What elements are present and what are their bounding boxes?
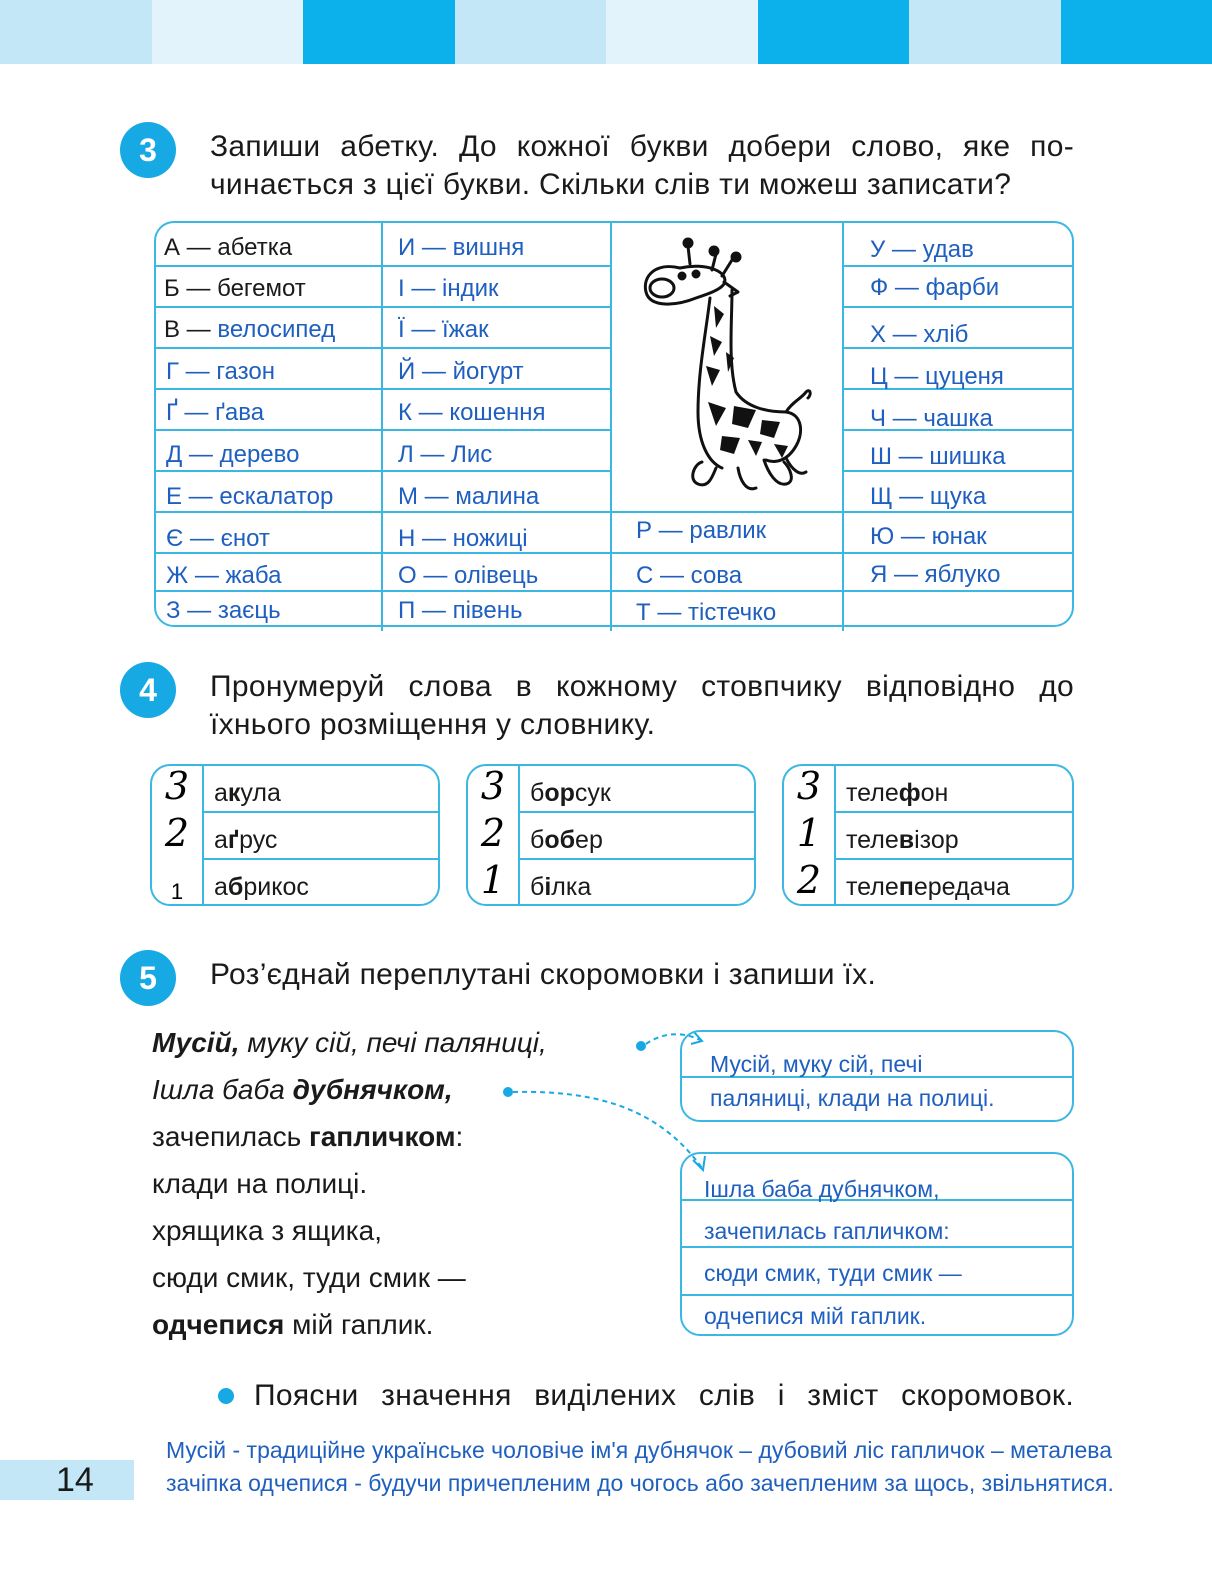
- answer2-line2: зачепилась гапличком:: [704, 1218, 950, 1244]
- order-number: 2: [164, 811, 190, 855]
- alphabet-entry: У — удав: [870, 236, 974, 263]
- bullet-icon: [218, 1388, 234, 1404]
- alphabet-entry: А — абетка: [164, 234, 293, 261]
- task4-line1: Пронумеруй слова в кожному стовпчику відповідно до: [210, 670, 1074, 703]
- bold-word: одчепися: [152, 1309, 285, 1340]
- tongue-twister-line: хрящика з ящика,: [152, 1215, 382, 1246]
- page-number-tab: [0, 1460, 134, 1500]
- alphabet-entry: Ц — цуценя: [870, 363, 1004, 390]
- task5-title: Роз’єднай переплутані скоромовки і запиши їх.: [210, 958, 877, 991]
- alphabet-entry: С — сова: [636, 562, 743, 589]
- dictionary-word: акула: [214, 779, 281, 807]
- answer2-line3: сюди смик, туди смик —: [704, 1260, 962, 1286]
- alphabet-entry: Ю — юнак: [870, 523, 987, 550]
- line-text: муку сій, печі паляниці,: [239, 1027, 547, 1058]
- order-number: 2: [480, 811, 506, 855]
- line-text: зачепилась: [152, 1121, 310, 1152]
- order-number: 3: [480, 764, 506, 808]
- order-number: 3: [796, 764, 822, 808]
- handwritten-word: велосипед: [217, 316, 336, 343]
- alphabet-entry: Ґ — ґава: [166, 399, 265, 426]
- alphabet-entry: О — олівець: [398, 562, 539, 589]
- answer2-line4: одчепися мій гаплик.: [704, 1303, 927, 1329]
- alphabet-entry: Є — єнот: [166, 525, 270, 552]
- bold-word: гапличком: [309, 1121, 456, 1152]
- dictionary-word: телевізор: [846, 826, 959, 854]
- alphabet-entry: И — вишня: [398, 234, 525, 261]
- task-number-5: 5: [120, 950, 176, 1006]
- order-number: 1: [170, 879, 184, 904]
- answer1-line1: Мусій, муку сій, печі: [710, 1051, 923, 1077]
- order-number: 2: [796, 858, 822, 902]
- alphabet-entry: Ш — шишка: [870, 443, 1006, 470]
- bold-word: Мусій,: [152, 1027, 240, 1058]
- line-text: мій гаплик.: [284, 1309, 434, 1340]
- alphabet-entry: Ф — фарби: [870, 274, 1000, 301]
- alphabet-entry: Х — хліб: [870, 321, 969, 348]
- alphabet-entry: І — індик: [398, 275, 499, 302]
- alphabet-entry: Ч — чашка: [870, 405, 993, 432]
- alphabet-entry: Б — бегемот: [164, 275, 306, 302]
- dictionary-word: борсук: [530, 779, 611, 807]
- handwritten-explanation: Мусій - традиційне українське чоловіче ім'я дубнячок – дубовий ліс гапличок – металева зачіпка одчепися - будучи причепленим до чогось або зачепленим за щось, звільнятися.: [166, 1437, 1114, 1496]
- alphabet-entry: З — заєць: [166, 597, 281, 624]
- alphabet-entry: Л — Лис: [398, 441, 493, 468]
- tongue-twister-line: клади на полиці.: [152, 1168, 368, 1199]
- bullet-task: Поясни значення виділених слів і зміст скоромовок.: [254, 1379, 1074, 1412]
- alphabet-entry: Ї — їжак: [398, 316, 489, 343]
- alphabet-entry: Д — дерево: [166, 441, 300, 468]
- alphabet-entry: Е — ескалатор: [166, 483, 334, 510]
- task3-line2: чинається з цієї букви. Скільки слів ти можеш записати?: [210, 168, 1012, 201]
- tongue-twister-line: сюди смик, туди смик —: [152, 1262, 466, 1293]
- line-text: :: [455, 1121, 464, 1152]
- page-number: 14: [56, 1461, 94, 1499]
- alphabet-entry: Р — равлик: [636, 517, 767, 544]
- answer1-line2: паляниці, клади на полиці.: [710, 1085, 995, 1111]
- dictionary-word: білка: [530, 873, 592, 901]
- alphabet-entry: К — кошення: [398, 399, 546, 426]
- alphabet-entry: Н — ножиці: [398, 525, 528, 552]
- alphabet-entry: В — велосипед: [164, 316, 336, 343]
- answer-line: [682, 1246, 1072, 1248]
- alphabet-entry: Ж — жаба: [166, 562, 282, 589]
- alphabet-entry: Й — йогурт: [398, 358, 524, 385]
- alphabet-entry: Т — тістечко: [636, 599, 777, 626]
- order-number: 1: [480, 858, 506, 902]
- task-number-3: 3: [120, 122, 176, 178]
- task-number-4: 4: [120, 662, 176, 718]
- dictionary-word: абрикос: [214, 873, 309, 901]
- task4-line2: їхнього розміщення у словнику.: [210, 708, 656, 741]
- dictionary-word: телепередача: [846, 873, 1010, 901]
- bold-word: дубнячком,: [292, 1074, 453, 1105]
- alphabet-entry: Щ — щука: [870, 483, 987, 510]
- line-text: Ішла баба: [152, 1074, 293, 1105]
- alphabet-entry: М — малина: [398, 483, 540, 510]
- alphabet-entry: П — півень: [398, 597, 523, 624]
- alphabet-entry: Я — яблуко: [870, 561, 1001, 588]
- alphabet-entry: Г — газон: [166, 358, 275, 385]
- answer-line: [682, 1294, 1072, 1296]
- answer2-line1: Ішла баба дубнячком,: [704, 1176, 940, 1202]
- order-number: 1: [796, 811, 822, 855]
- task3-line1: Запиши абетку. До кожної букви добери слово, яке по-: [210, 130, 1074, 163]
- dictionary-word: аґрус: [214, 826, 278, 854]
- order-number: 3: [164, 764, 190, 808]
- dictionary-word: бобер: [530, 826, 603, 854]
- dictionary-word: телефон: [846, 779, 949, 807]
